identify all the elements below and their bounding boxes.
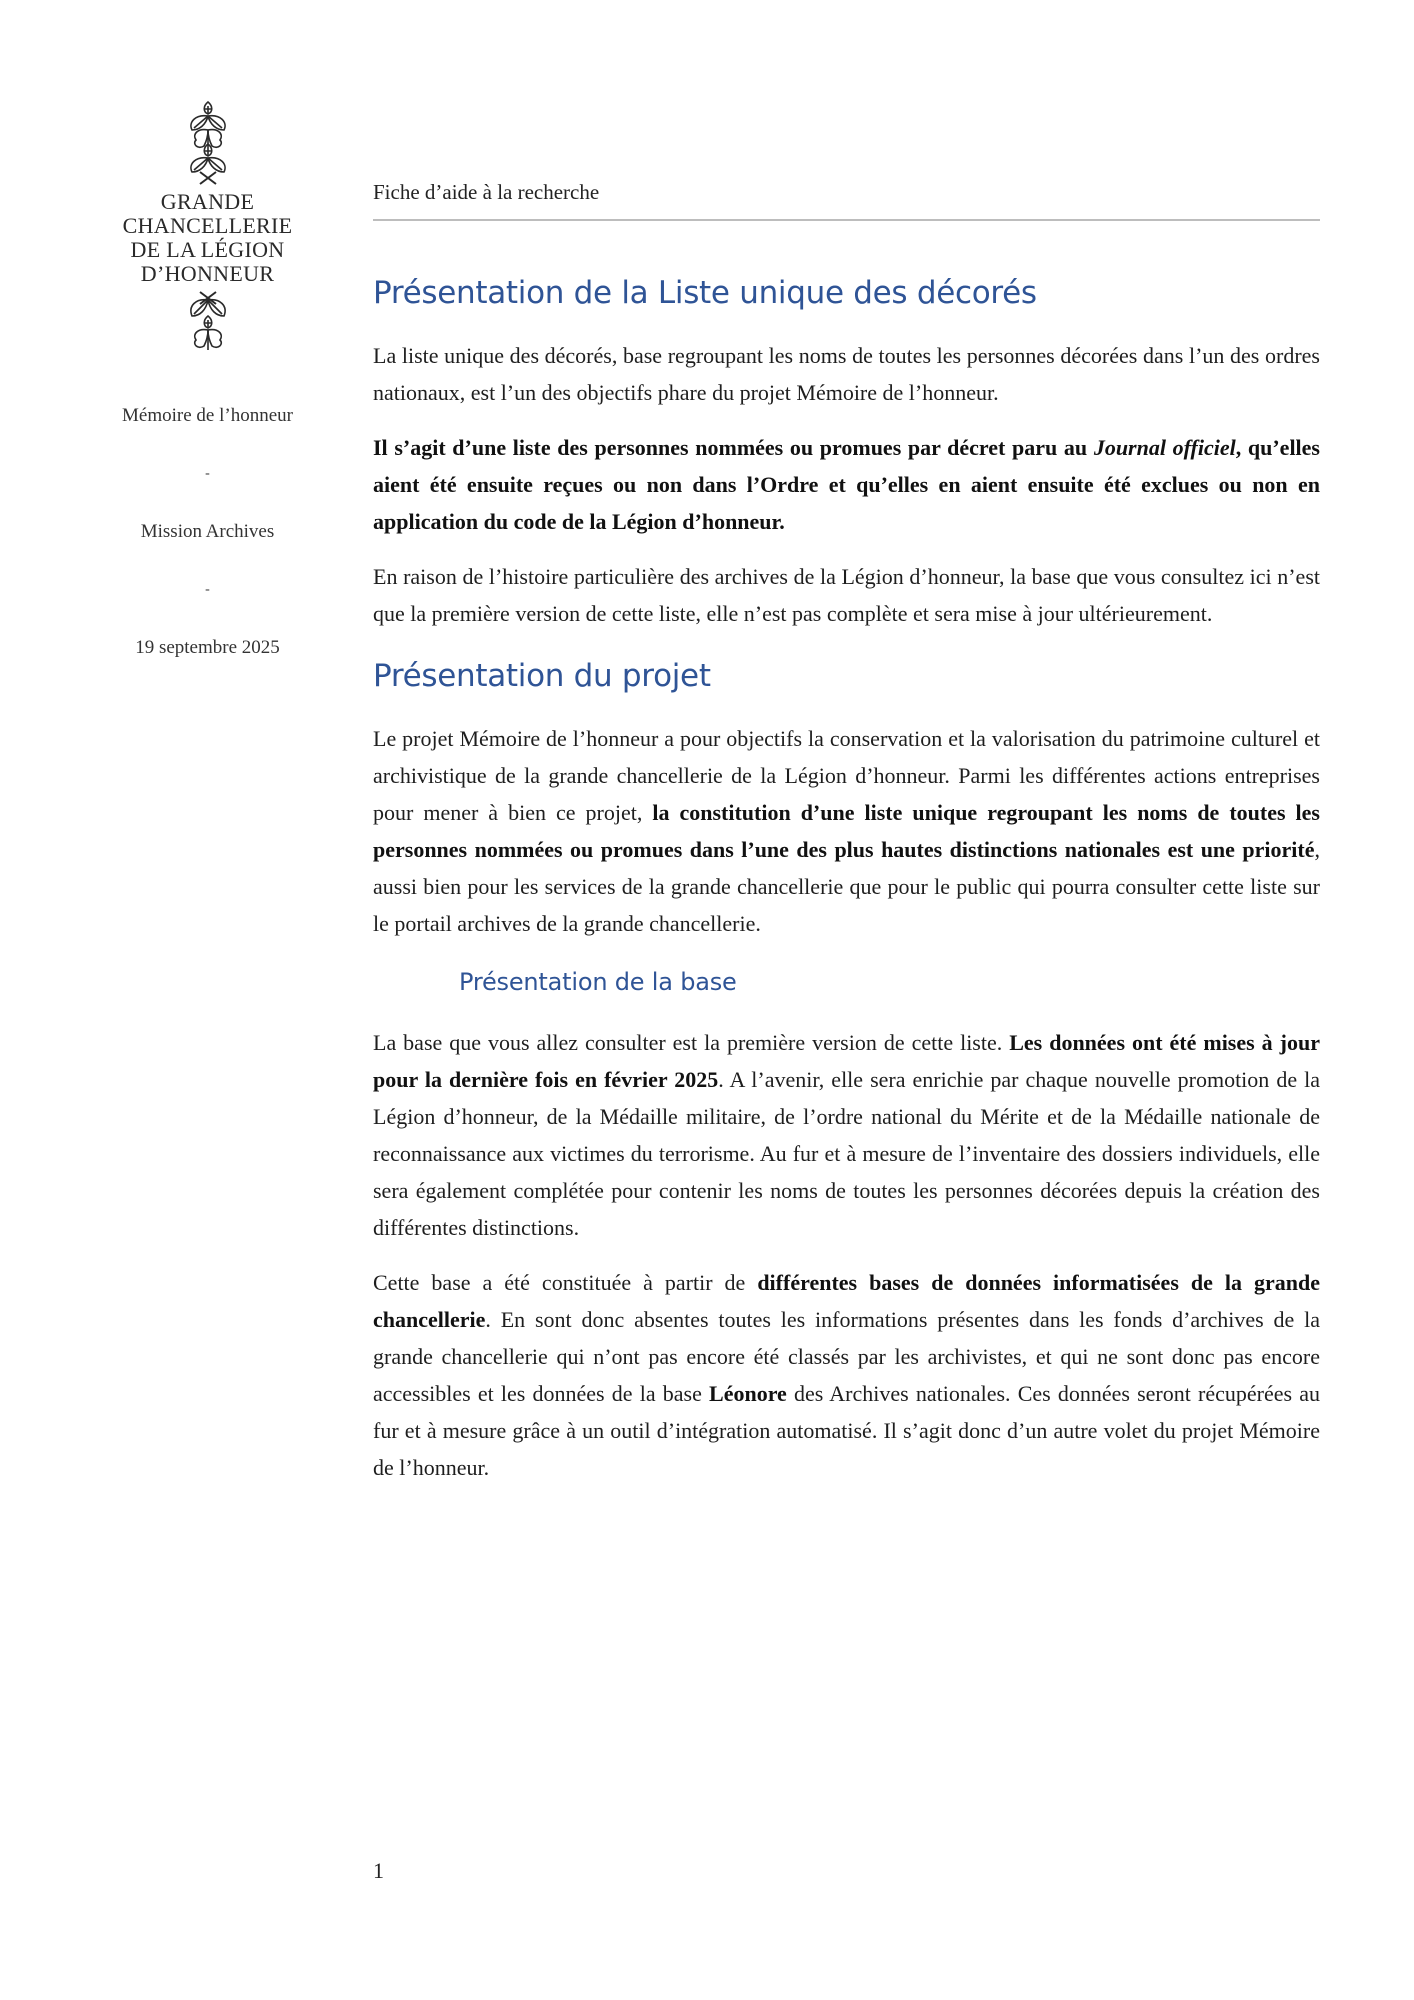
journal-officiel-title: Journal officiel: [1093, 435, 1236, 460]
document-date: 19 septembre 2025: [135, 637, 280, 658]
document-type-label: Fiche d’aide à la recherche: [373, 180, 1320, 221]
document-meta: [95, 402, 320, 662]
laurel-bottom-icon: [178, 290, 238, 352]
section-title: Présentation de la Liste unique des décorés: [373, 275, 1037, 311]
leonore-database-name: Léonore: [709, 1381, 787, 1406]
section-liste-unique: [373, 275, 1320, 632]
laurel-top-icon: [178, 100, 238, 186]
section-projet: [373, 658, 1320, 942]
paragraph: Le projet Mémoire de l’honneur a pour objectifs la conservation et la valorisation du patrimoine culturel et archivistique de la grande chancellerie de la Légion d’honneur. Parmi les différentes actions entreprises pour mener à bien ce projet, la constitution d’une liste unique regroupant les noms de toutes les personnes nommées ou promues dans l’une des plus hautes distinctions nationales est une priorité, aussi bien pour les services de la grande chancellerie que pour le public qui pourra consulter cette liste sur le portail archives de la grande chancellerie.: [373, 726, 1320, 936]
institution-name: GRANDE CHANCELLERIE DE LA LÉGION D’HONNEUR: [122, 189, 293, 286]
program-name: Mémoire de l’honneur: [122, 405, 293, 426]
sidebar: [95, 100, 320, 662]
main-content: [373, 180, 1320, 1486]
meta-separator: -: [205, 582, 210, 597]
institution-logo: [95, 100, 320, 352]
paragraph: En raison de l’histoire particulière des archives de la Légion d’honneur, la base que vous consultez ici n’est que la première version de cette liste, elle n’est pas complète et sera mise à jour ultérieurement.: [373, 564, 1320, 626]
subsection-title: Présentation de la base: [459, 968, 737, 996]
meta-separator: -: [205, 466, 210, 481]
page-number: 1: [373, 1858, 384, 1883]
paragraph: La base que vous allez consulter est la première version de cette liste. Les données ont été mises à jour pour la dernière fois en février 2025. A l’avenir, elle sera enrichie par chaque nouvelle promotion de la Légion d’honneur, de la Médaille militaire, de l’ordre national du Mérite et de la Médaille nationale de reconnaissance aux victimes du terrorisme. Au fur et à mesure de l’inventaire des dossiers individuels, elle sera également complétée pour contenir les noms de toutes les personnes décorées depuis la création des différentes distinctions.: [373, 1030, 1320, 1240]
paragraph: Cette base a été constituée à partir de différentes bases de données informatisées de la grande chancellerie. En sont donc absentes toutes les informations présentes dans les fonds d’archives de la grande chancellerie qui n’ont pas encore été classés par les archivistes, et qui ne sont donc pas encore accessibles et les données de la base Léonore des Archives nationales. Ces données seront récupérées au fur et à mesure grâce à un outil d’intégration automatisé. Il s’agit donc d’un autre volet du projet Mémoire de l’honneur.: [373, 1270, 1320, 1480]
section-title: Présentation du projet: [373, 658, 711, 694]
section-base: [373, 968, 1320, 1486]
paragraph: La liste unique des décorés, base regroupant les noms de toutes les personnes décorées dans l’un des ordres nationaux, est l’un des objectifs phare du projet Mémoire de l’honneur.: [373, 343, 1320, 405]
paragraph-definition: Il s’agit d’une liste des personnes nommées ou promues par décret paru au Journal officiel, qu’elles aient été ensuite reçues ou non dans l’Ordre et qu’elles en aient ensuite été exclues ou non en application du code de la Légion d’honneur.: [373, 435, 1320, 534]
department-name: Mission Archives: [140, 521, 275, 542]
